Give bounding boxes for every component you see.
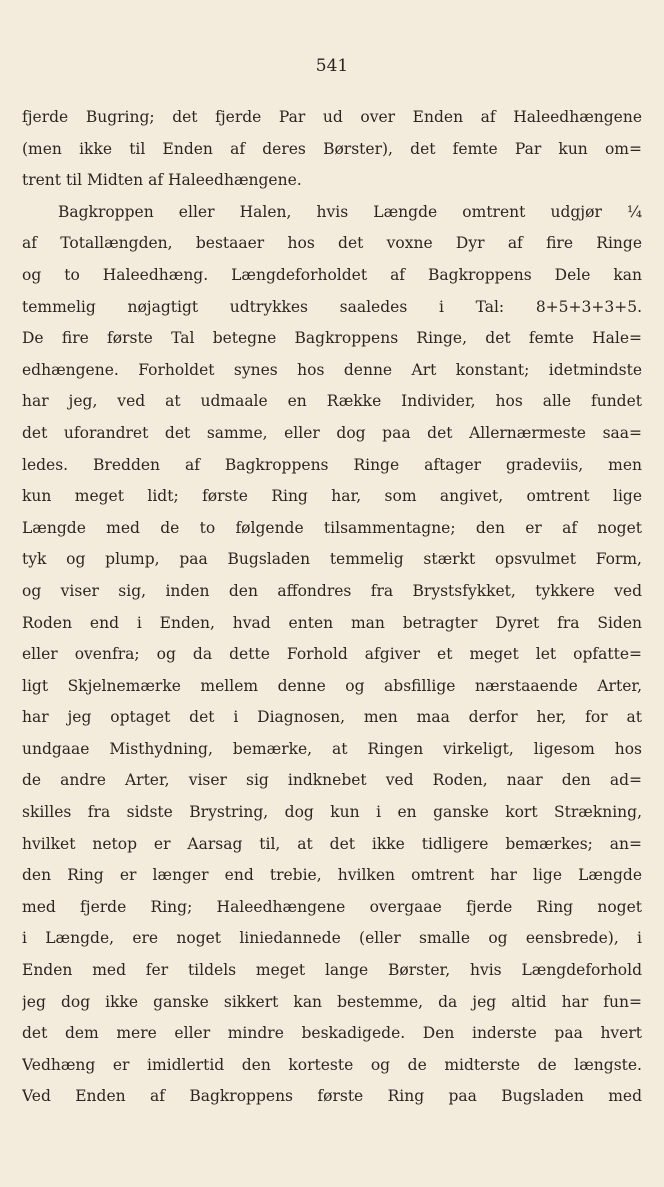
text-line: undgaae Misthydning, bemærke, at Ringen virkeligt, ligesom hos [22, 739, 642, 758]
text-line: De fire første Tal betegne Bagkroppens Ringe, det femte Hale= [22, 329, 642, 348]
text-line: skilles fra sidste Brystring, dog kun i en ganske kort Strækning, [22, 803, 642, 822]
text-line: jeg dog ikke ganske sikkert kan bestemme, da jeg altid har fun= [22, 992, 642, 1011]
text-line: har jeg, ved at udmaale en Række Individer, hos alle fundet [22, 392, 642, 411]
text-line: tyk og plump, paa Bugsladen temmelig stærkt opsvulmet Form, [22, 550, 642, 569]
text-line: ligt Skjelnemærke mellem denne og absfillige nærstaaende Arter, [22, 676, 642, 695]
text-line: har jeg optaget det i Diagnosen, men maa derfor her, for at [22, 708, 642, 727]
text-line: (men ikke til Enden af deres Børster), det femte Par kun om= [22, 139, 642, 158]
text-line: ledes. Bredden af Bagkroppens Ringe aftager gradeviis, men [22, 455, 642, 474]
text-line: kun meget lidt; første Ring har, som angivet, omtrent lige [22, 487, 642, 506]
body-text [22, 102, 642, 1113]
text-line: den Ring er længer end trebie, hvilken omtrent har lige Længde [22, 866, 642, 885]
text-line: og viser sig, inden den affondres fra Brystsfykket, tykkere ved [22, 581, 642, 600]
text-line: hvilket netop er Aarsag til, at det ikke tidligere bemærkes; an= [22, 834, 642, 853]
text-line: det uforandret det samme, eller dog paa det Allernærmeste saa= [22, 423, 642, 442]
text-line: eller ovenfra; og da dette Forhold afgiver et meget let opfatte= [22, 645, 642, 664]
text-line: med fjerde Ring; Haleedhængene overgaae fjerde Ring noget [22, 897, 642, 916]
text-line: og to Haleedhæng. Længdeforholdet af Bagkroppens Dele kan [22, 265, 642, 284]
text-line: Enden med fer tildels meget lange Børster, hvis Længdeforhold [22, 961, 642, 980]
text-line: de andre Arter, viser sig indknebet ved Roden, naar den ad= [22, 771, 642, 790]
text-line: Vedhæng er imidlertid den korteste og de midterste de længste. [22, 1055, 642, 1074]
text-line: fjerde Bugring; det fjerde Par ud over Enden af Haleedhængene [22, 108, 642, 126]
text-line: trent til Midten af Haleedhængene. [22, 171, 302, 190]
text-line: edhængene. Forholdet synes hos denne Art konstant; idetmindste [22, 360, 642, 379]
text-line: Ved Enden af Bagkroppens første Ring paa Bugsladen med [22, 1087, 642, 1106]
text-line: i Længde, ere noget liniedannede (eller smalle og eensbrede), i [22, 929, 642, 948]
page-number: 541 [315, 56, 349, 76]
text-line: Roden end i Enden, hvad enten man betragter Dyret fra Siden [22, 613, 642, 632]
text-line: temmelig nøjagtigt udtrykkes saaledes i Tal: 8+5+3+3+5. [22, 297, 642, 316]
text-line: Bagkroppen eller Halen, hvis Længde omtrent udgjør ¼ [58, 202, 642, 221]
text-line: det dem mere eller mindre beskadigede. Den inderste paa hvert [22, 1024, 642, 1043]
text-line: Længde med de to følgende tilsammentagne; den er af noget [22, 518, 642, 537]
text-line: af Totallængden, bestaaer hos det voxne Dyr af fire Ringe [22, 234, 642, 253]
